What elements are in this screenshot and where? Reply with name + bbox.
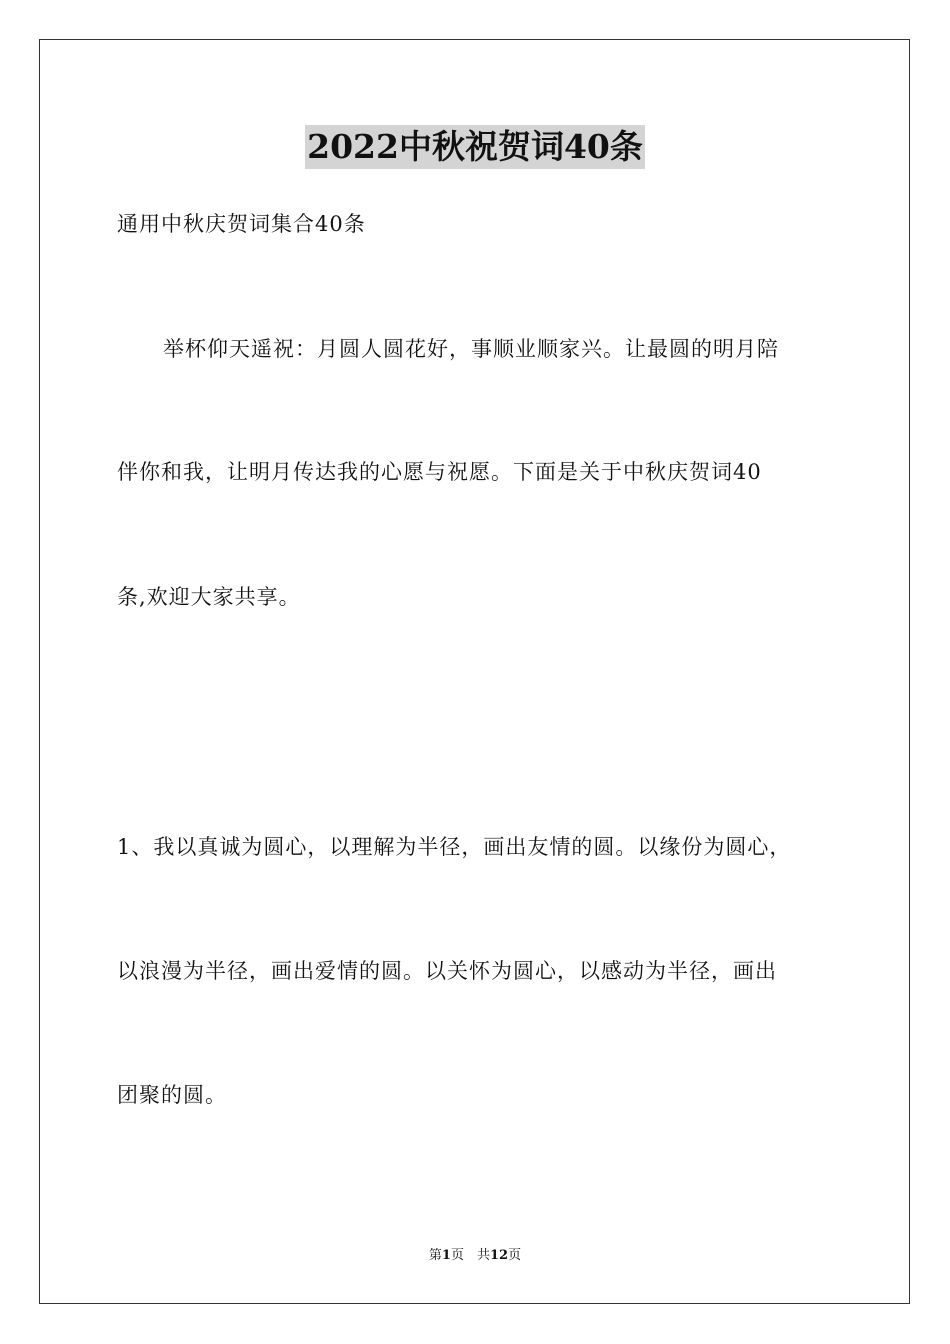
paragraph-line-2: 伴你和我，让明月传达我的心愿与祝愿。下面是关于中秋庆贺词40: [117, 460, 762, 484]
paragraph-line-3: 条,欢迎大家共享。: [117, 585, 301, 609]
document-title: 2022中秋祝贺词40条: [305, 125, 645, 169]
paragraph-line-4: 1、我以真诚为圆心，以理解为半径，画出友情的圆。以缘份为圆心，: [117, 835, 792, 859]
title-container: [0, 125, 950, 169]
paragraph-line-6: 团聚的圆。: [117, 1083, 227, 1107]
paragraph-line-5: 以浪漫为半径，画出爱情的圆。以关怀为圆心，以感动为半径，画出: [117, 959, 777, 983]
footer-current-page: 1: [441, 1248, 451, 1263]
footer-prefix: 第: [428, 1248, 442, 1263]
footer-middle: 页 共: [450, 1248, 490, 1263]
footer-suffix: 页: [508, 1248, 522, 1263]
paragraph-line-1: 举杯仰天遥祝：月圆人圆花好，事顺业顺家兴。让最圆的明月陪: [163, 337, 779, 361]
page-footer: [0, 1247, 950, 1265]
footer-total-pages: 12: [489, 1248, 509, 1263]
document-subtitle: 通用中秋庆贺词集合40条: [117, 212, 366, 236]
